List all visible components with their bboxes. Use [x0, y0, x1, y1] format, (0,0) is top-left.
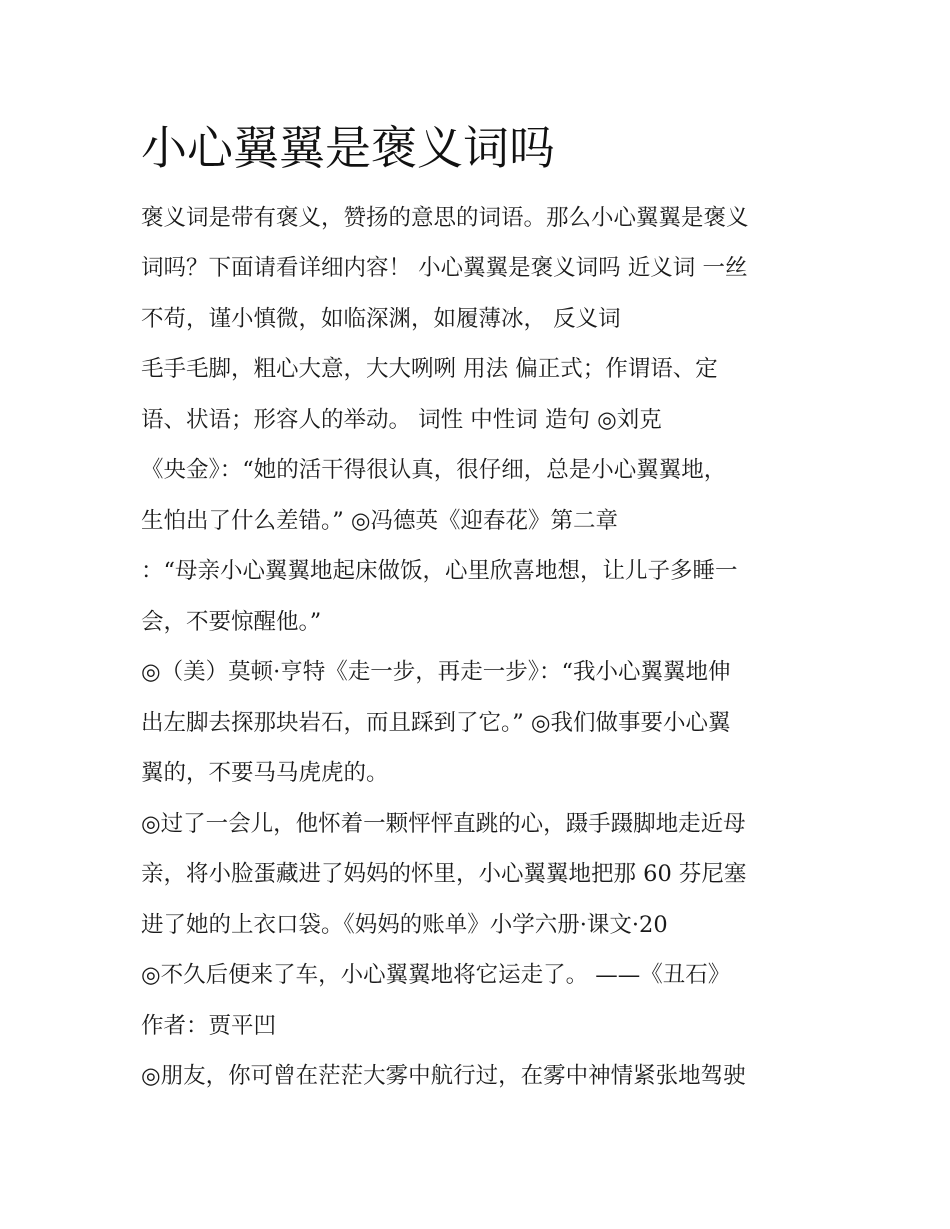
body-line: 《央金》：“她的活干得很认真，很仔细，总是小心翼翼地，: [141, 457, 727, 483]
body-line: 会，不要惊醒他。”: [141, 609, 322, 635]
body-line: 褒义词是带有褒义，赞扬的意思的词语。那么小心翼翼是褒义: [141, 205, 749, 231]
body-line: ：“母亲小心翼翼地起床做饭，心里欣喜地想，让儿子多睡一: [141, 558, 738, 584]
body-line: 作者：贾平凹: [141, 1013, 277, 1039]
body-line: 毛手毛脚，粗心大意，大大咧咧 用法 偏正式；作谓语、定: [141, 356, 718, 382]
body-line: ◎不久后便来了车，小心翼翼地将它运走了。 ——《丑石》: [141, 962, 731, 988]
document-title: 小心翼翼是褒义词吗: [141, 121, 555, 175]
body-line: 生怕出了什么差错。” ◎冯德英《迎春花》第二章: [141, 508, 619, 534]
body-line: 词吗？下面请看详细内容！ 小心翼翼是褒义词吗 近义词 一丝: [141, 255, 748, 281]
body-line: 翼的，不要马马虎虎的。: [141, 760, 389, 786]
body-line: 不苟，谨小慎微，如临深渊，如履薄冰， 反义词: [141, 306, 621, 332]
body-line: 进了她的上衣口袋。《妈妈的账单》小学六册·课文·20: [141, 912, 668, 938]
body-line: 语、状语；形容人的举动。 词性 中性词 造句 ◎刘克: [141, 407, 662, 433]
body-line: ◎（美）莫顿·亨特《走一步，再走一步》：“我小心翼翼地伸: [141, 659, 731, 685]
body-line: 亲，将小脸蛋藏进了妈妈的怀里，小心翼翼地把那 60 芬尼塞: [141, 861, 747, 887]
body-line: ◎过了一会儿，他怀着一颗怦怦直跳的心，蹑手蹑脚地走近母: [141, 811, 746, 837]
body-line: ◎朋友，你可曾在茫茫大雾中航行过，在雾中神情紧张地驾驶: [141, 1063, 746, 1089]
body-line: 出左脚去探那块岩石，而且踩到了它。” ◎我们做事要小心翼: [141, 710, 731, 736]
